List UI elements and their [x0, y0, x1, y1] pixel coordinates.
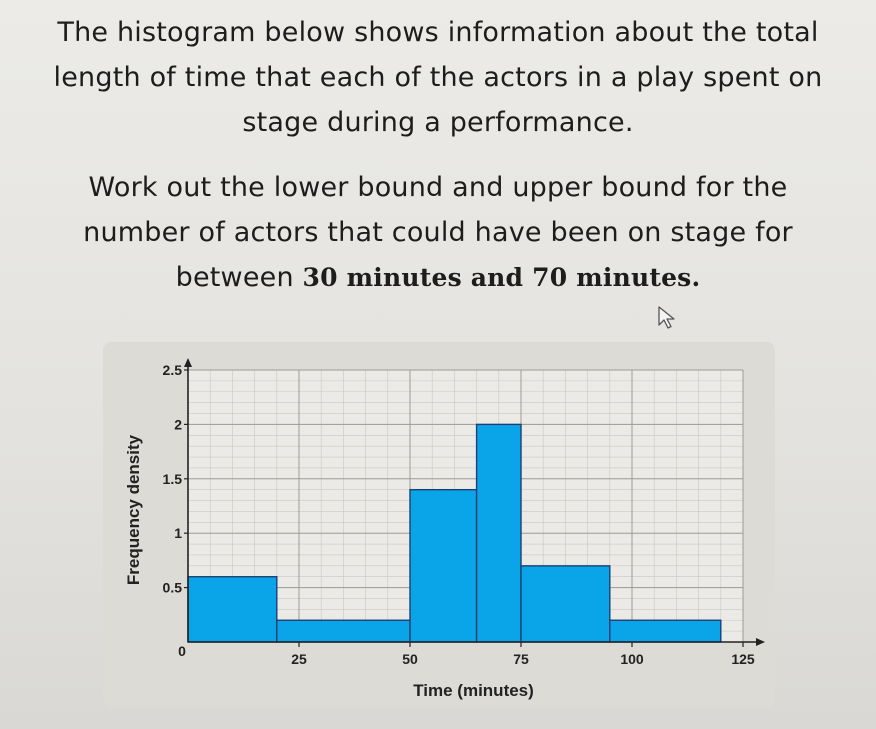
y-tick-label: 1: [174, 525, 182, 542]
question-line: Work out the lower bound and upper bound for the: [88, 172, 788, 203]
y-axis-arrow-icon: [184, 358, 192, 367]
x-tick-label: 50: [402, 651, 418, 667]
question-line: length of time that each of the actors in a play spent on: [53, 62, 823, 93]
question-line: The histogram below shows information about the total: [57, 17, 819, 48]
x-tick-label: 25: [291, 651, 307, 667]
histogram-bar: [477, 424, 521, 642]
histogram-bar: [410, 490, 477, 642]
y-tick-label: 2.5: [162, 362, 182, 378]
histogram-bar: [521, 566, 610, 642]
x-tick-label: 125: [731, 651, 755, 667]
y-tick-label: 1.5: [162, 470, 182, 487]
histogram-bar: [610, 620, 721, 642]
mouse-pointer-icon: [655, 305, 681, 331]
question-paragraph-2: [0, 165, 876, 300]
x-tick-label: 75: [513, 651, 529, 667]
question-text: between: [175, 262, 303, 293]
x-axis-label: Time (minutes): [413, 681, 534, 700]
question-line: stage during a performance.: [242, 107, 634, 138]
question-interval: 30 minutes and 70 minutes.: [302, 263, 701, 292]
question-line: number of actors that could have been on stage for: [83, 217, 793, 248]
histogram-bar: [277, 620, 410, 642]
x-tick-label: 100: [620, 651, 644, 667]
x-tick-label: 0: [178, 643, 186, 659]
y-tick-label: 2: [174, 416, 182, 433]
y-tick-label: 0.5: [162, 579, 182, 596]
x-axis-arrow-icon: [756, 638, 765, 646]
question-line: [0, 255, 876, 300]
histogram-chart: [103, 342, 775, 707]
y-axis-label: Frequency density: [124, 434, 143, 586]
histogram-bar: [188, 577, 277, 642]
question-paragraph-1: [0, 10, 876, 145]
histogram-card: [103, 342, 775, 707]
